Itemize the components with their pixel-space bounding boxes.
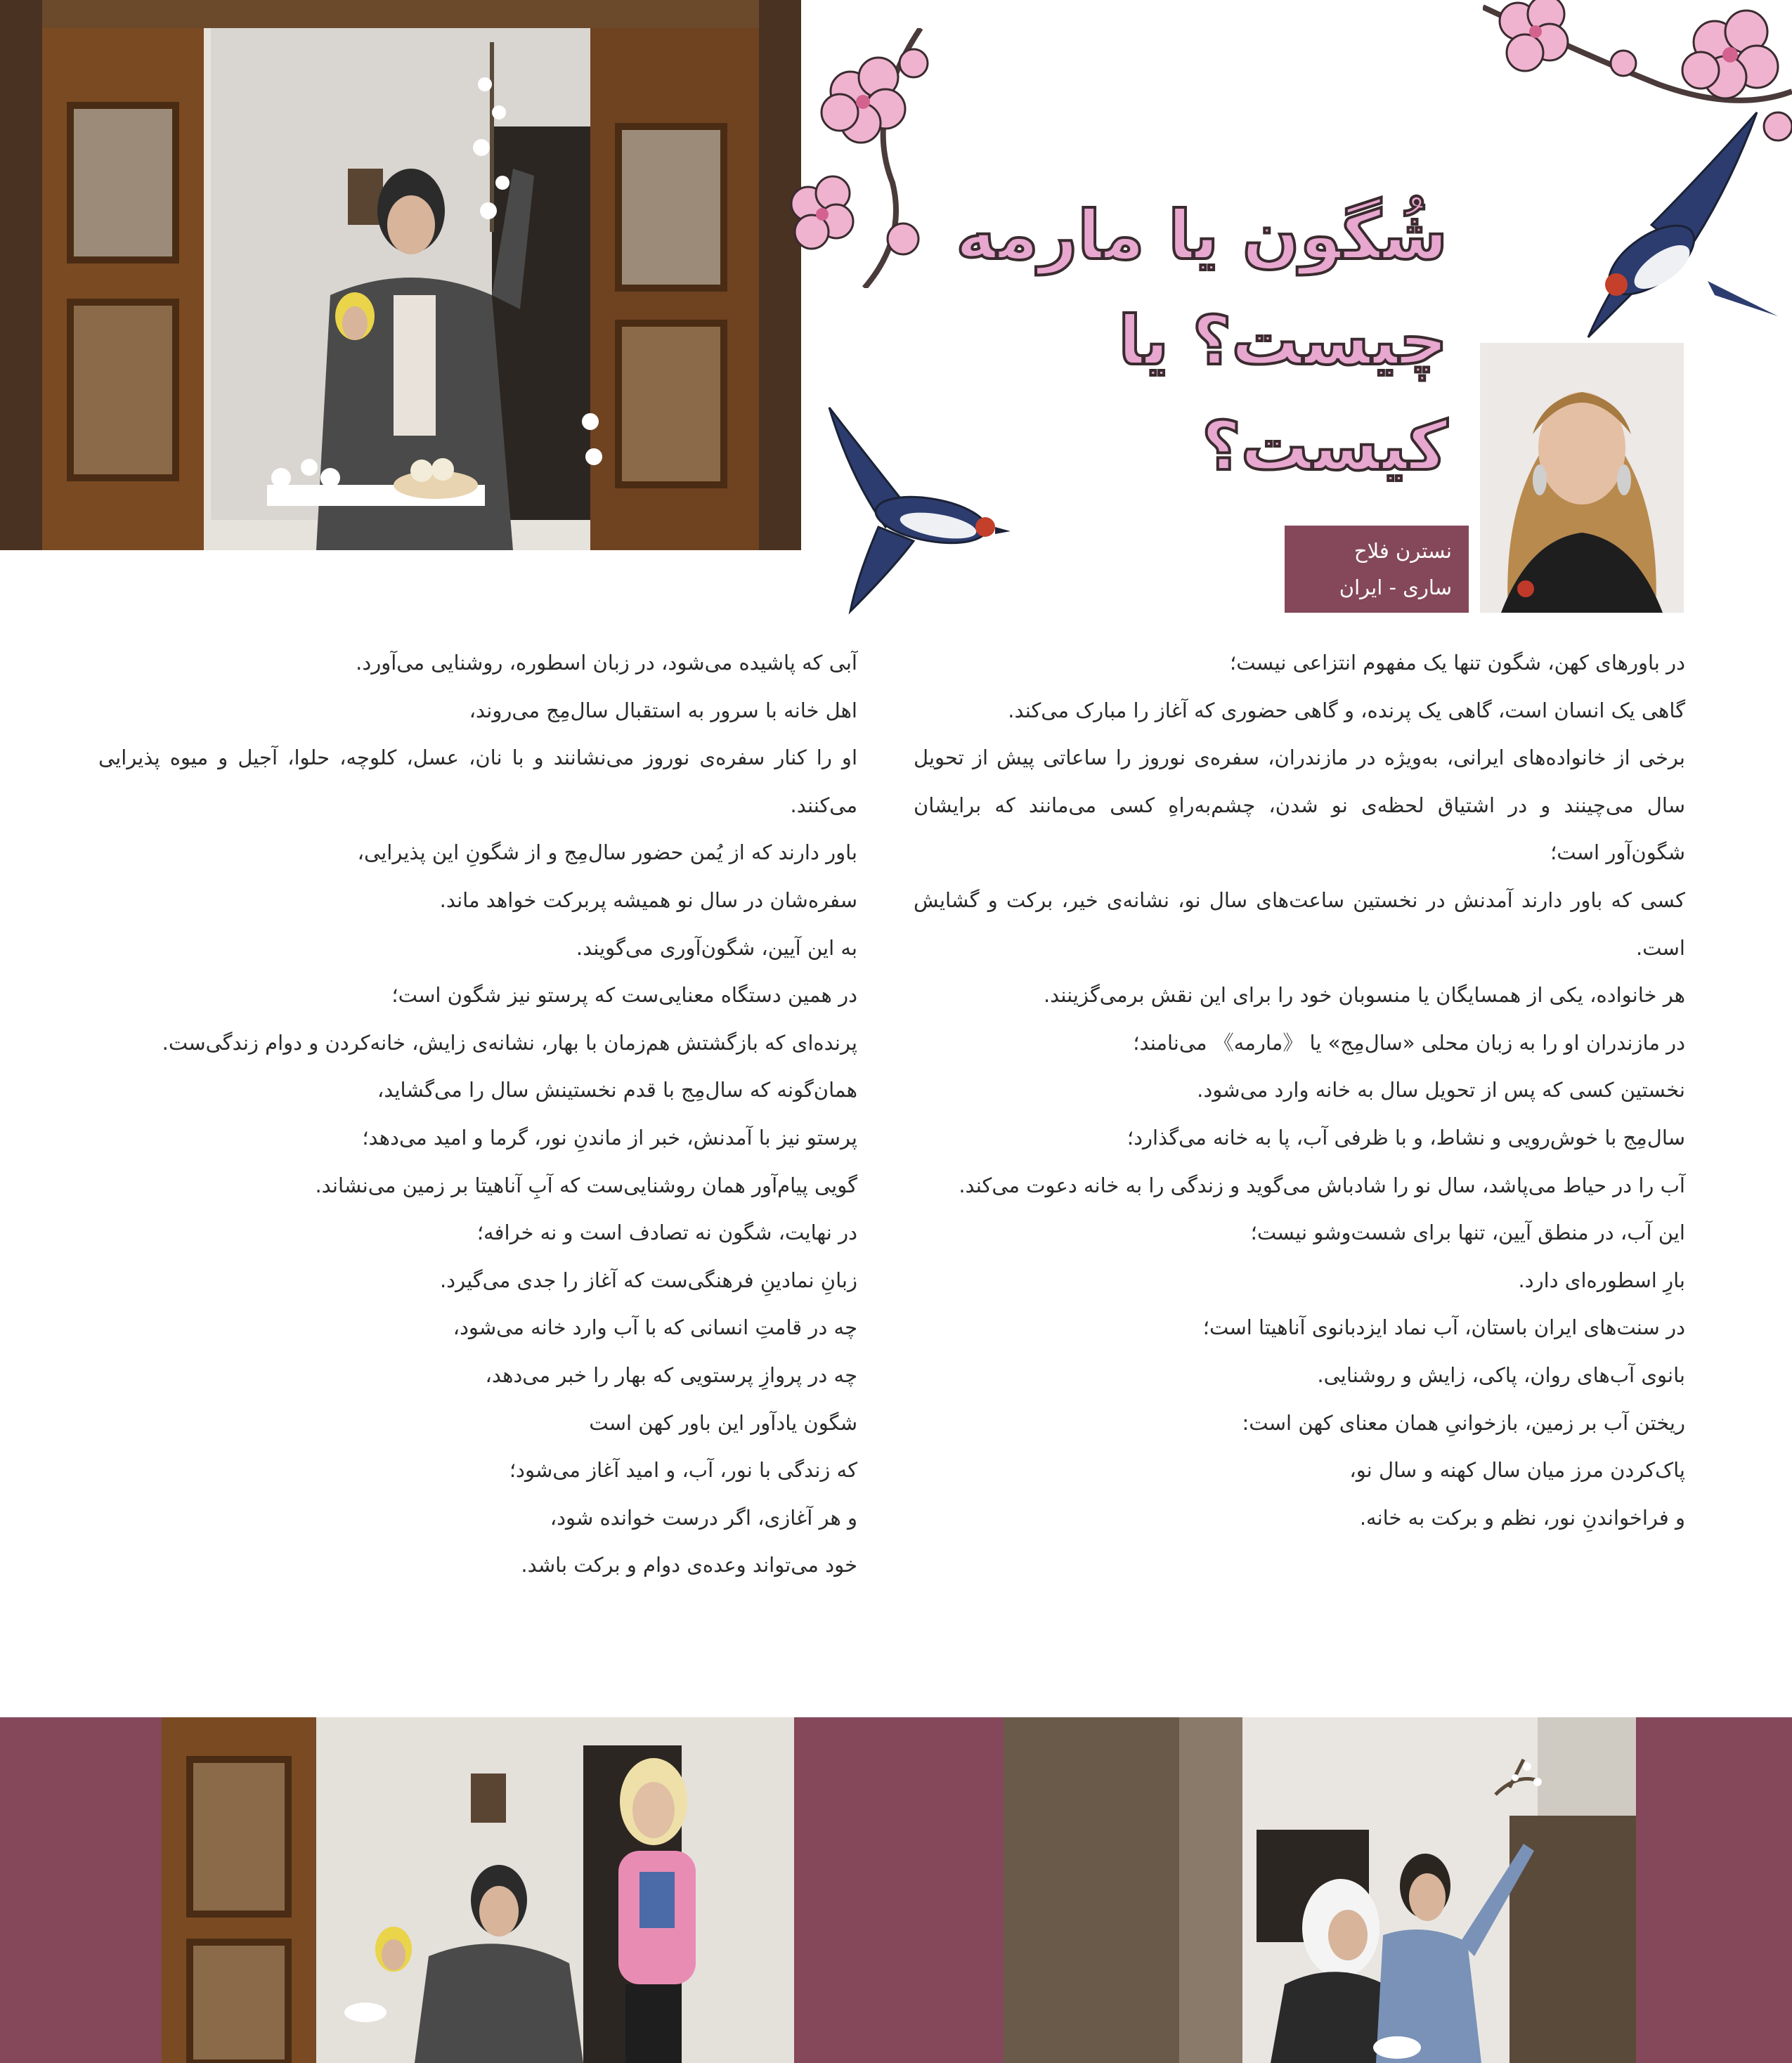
paragraph: و هر آغازی، اگر درست خوانده شود، bbox=[550, 1505, 857, 1530]
paragraph: آب را در حیاط می‌پاشد، سال نو را شادباش می‌گوید و زندگی را به خانه دعوت می‌کند. bbox=[959, 1173, 1685, 1197]
swallow-icon bbox=[1546, 105, 1785, 344]
paragraph: بانوی آب‌های روان، پاکی، زایش و روشنایی. bbox=[1317, 1362, 1685, 1387]
doorway-photo bbox=[0, 0, 801, 550]
paragraph: چه در پروازِ پرستویی که بهار را خبر می‌دهد، bbox=[485, 1362, 857, 1387]
paragraph: گویی پیام‌آور همان روشنایی‌ست که آبِ آناهیتا بر زمین می‌نشاند. bbox=[315, 1173, 857, 1197]
article-column-left bbox=[98, 639, 857, 1589]
paragraph: سال‌مِج با خوش‌رویی و نشاط، و با ظرفی آب، پا به خانه می‌گذارد؛ bbox=[1127, 1125, 1685, 1150]
paragraph: اهل خانه با سرور به استقبال سال‌مِج می‌روند، bbox=[469, 698, 857, 722]
paragraph: همان‌گونه که سال‌مِج با قدم نخستینش سال را می‌گشاید، bbox=[377, 1078, 857, 1102]
paragraph: چه در قامتِ انسانی که با آب وارد خانه می‌شود، bbox=[453, 1315, 857, 1340]
paragraph: هر خانواده، یکی از همسایگان یا منسوبان خود را برای این نقش برمی‌گزینند. bbox=[1043, 983, 1685, 1008]
paragraph: او را کنار سفره‌ی نوروز می‌نشانند و با نان، عسل، کلوچه، حلوا، آجیل و میوه پذیرایی می‌کنند. bbox=[98, 746, 857, 817]
paragraph: در سنت‌های ایران باستان، آب نماد ایزدبانوی آناهیتا است؛ bbox=[1202, 1315, 1685, 1340]
paragraph: آبی که پاشیده می‌شود، در زبان اسطوره، روشنایی می‌آورد. bbox=[356, 651, 857, 675]
paragraph: در همین دستگاه معنایی‌ست که پرستو نیز شگون است؛ bbox=[391, 983, 857, 1008]
author-location: ساری - ایران bbox=[1339, 575, 1452, 599]
doorstep-photo bbox=[1004, 1717, 1636, 2063]
paragraph: نخستین کسی که پس از تحویل سال به خانه وارد می‌شود. bbox=[1197, 1078, 1685, 1102]
page-title bbox=[885, 183, 1448, 499]
title-line-1: شُگون یا مارمه bbox=[956, 196, 1448, 275]
paragraph: برخی از خانواده‌های ایرانی، به‌ویژه در مازندران، سفره‌ی نوروز را ساعاتی پیش از تحویل سال می‌چینند و در اشتیاق لحظه‌ی نو شدن، چشم‌به‌راهِ کسی می‌مانند که برایشان شگون‌آور است؛ bbox=[914, 746, 1685, 865]
paragraph: در باورهای کهن، شگون تنها یک مفهوم انتزاعی نیست؛ bbox=[1230, 651, 1685, 675]
paragraph: این آب، در منطق آیین، تنها برای شست‌وشو نیست؛ bbox=[1250, 1221, 1685, 1245]
author-name: نسترن فلاح bbox=[1353, 539, 1452, 563]
paragraph: به این آیین، شگون‌آوری می‌گویند. bbox=[576, 935, 857, 960]
paragraph: ریختن آب بر زمین، بازخوانیِ همان معنای کهن است: bbox=[1242, 1410, 1685, 1435]
paragraph: خود می‌تواند وعده‌ی دوام و برکت باشد. bbox=[521, 1553, 857, 1577]
paragraph: کسی که باور دارند آمدنش در نخستین ساعت‌های سال نو، نشانه‌ی خیر، برکت و گشایش است. bbox=[914, 887, 1685, 960]
family-photo bbox=[162, 1717, 794, 2063]
paragraph: بارِ اسطوره‌ای دارد. bbox=[1518, 1268, 1685, 1292]
paragraph: شگون یادآور این باور کهن است bbox=[589, 1410, 857, 1435]
paragraph: سفره‌شان در سال نو همیشه پربرکت خواهد ماند. bbox=[439, 887, 857, 912]
author-byline bbox=[1285, 526, 1469, 613]
paragraph: زبانِ نمادینِ فرهنگی‌ست که آغاز را جدی می‌گیرد. bbox=[439, 1268, 857, 1292]
title-line-2: چیست؟ یا کیست؟ bbox=[1118, 301, 1448, 486]
article-column-right bbox=[914, 639, 1685, 1542]
paragraph: در نهایت، شگون نه تصادف است و نه خرافه؛ bbox=[476, 1221, 857, 1245]
paragraph: باور دارند که از یُمن حضور سال‌مِج و از شگونِ این پذیرایی، bbox=[357, 840, 857, 865]
paragraph: و فراخواندنِ نور، نظم و برکت به خانه. bbox=[1359, 1505, 1685, 1530]
paragraph: پرستو نیز با آمدنش، خبر از ماندنِ نور، گرما و امید می‌دهد؛ bbox=[362, 1125, 857, 1150]
paragraph: که زندگی با نور، آب، و امید آغاز می‌شود؛ bbox=[509, 1458, 857, 1483]
paragraph: در مازندران او را به زبان محلی «سال‌مِج» یا 《مارمه》 می‌نامند؛ bbox=[1133, 1030, 1685, 1055]
author-photo bbox=[1480, 343, 1684, 613]
paragraph: پرنده‌ای که بازگشتش هم‌زمان با بهار، نشانه‌ی زایش، خانه‌کردن و دوام زندگی‌ست. bbox=[162, 1030, 857, 1055]
paragraph: پاک‌کردن مرز میان سال کهنه و سال نو، bbox=[1349, 1458, 1685, 1483]
paragraph: گاهی یک انسان است، گاهی یک پرنده، و گاهی حضوری که آغاز را مبارک می‌کند. bbox=[1008, 698, 1685, 722]
